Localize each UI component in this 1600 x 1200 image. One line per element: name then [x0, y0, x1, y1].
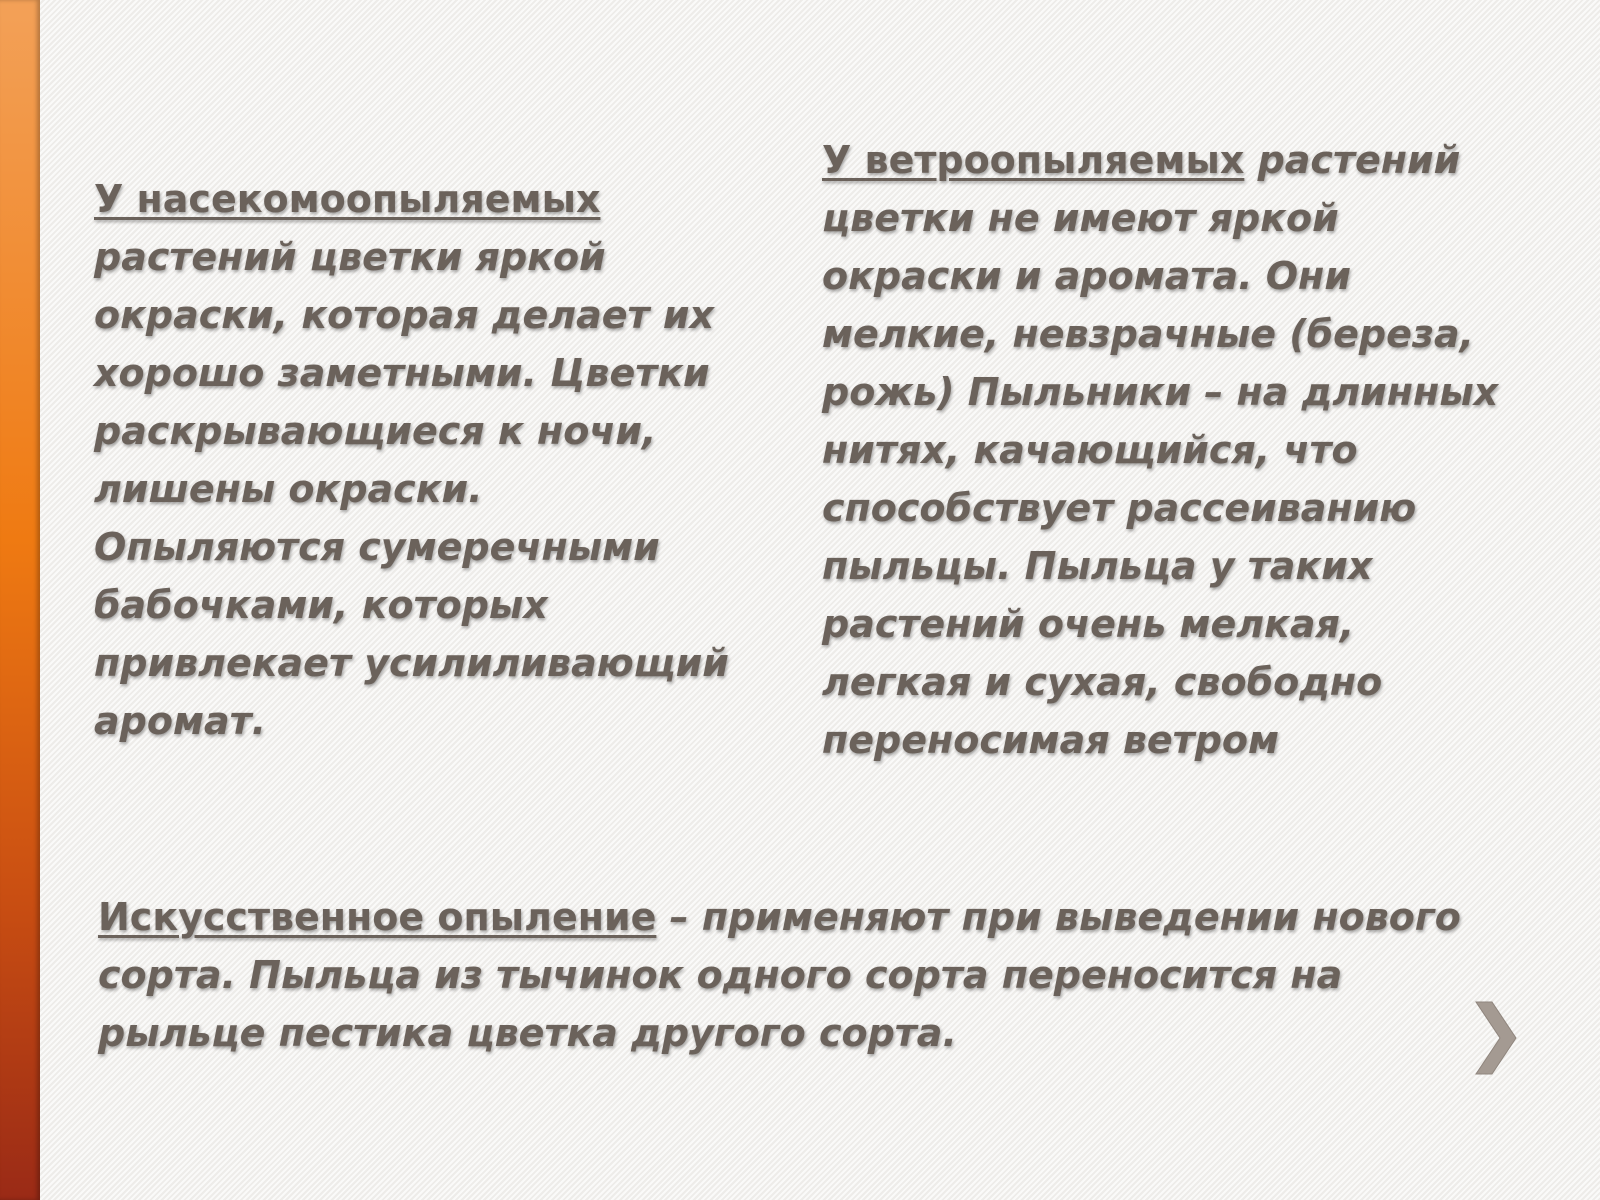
insect-pollinated-paragraph — [94, 170, 734, 750]
artificial-pollination-paragraph — [98, 888, 1498, 1062]
insect-pollinated-term: У насекомоопыляемых — [94, 177, 601, 221]
wind-pollinated-paragraph — [822, 131, 1512, 769]
artificial-pollination-term: Искусственное опыление — [98, 895, 657, 939]
chevron-right-icon — [1474, 1000, 1518, 1076]
wind-pollinated-term: У ветроопыляемых — [822, 138, 1245, 182]
insect-pollinated-text: растений цветки яркой окраски, которая делает их хорошо заметными. Цветки раскрывающиеся к ночи, лишены окраски. Опыляются сумеречными бабочками, которых привлекает усилиливающий аромат. — [94, 235, 729, 743]
wind-pollinated-text: растений цветки не имеют яркой окраски и аромата. Они мелкие, невзрачные (береза, рожь) Пыльники – на длинных нитях, качающийся, что способствует рассеиванию пыльцы. Пыльца у таких растений очень мелкая, легкая и сухая, свободно переносимая ветром — [822, 138, 1499, 762]
next-slide-button[interactable] — [1474, 1000, 1518, 1076]
side-accent-bar — [0, 0, 40, 1200]
artificial-pollination-text: – применяют при выведении нового сорта. Пыльца из тычинок одного сорта переносится на рыльце пестика цветка другого сорта. — [98, 895, 1461, 1055]
